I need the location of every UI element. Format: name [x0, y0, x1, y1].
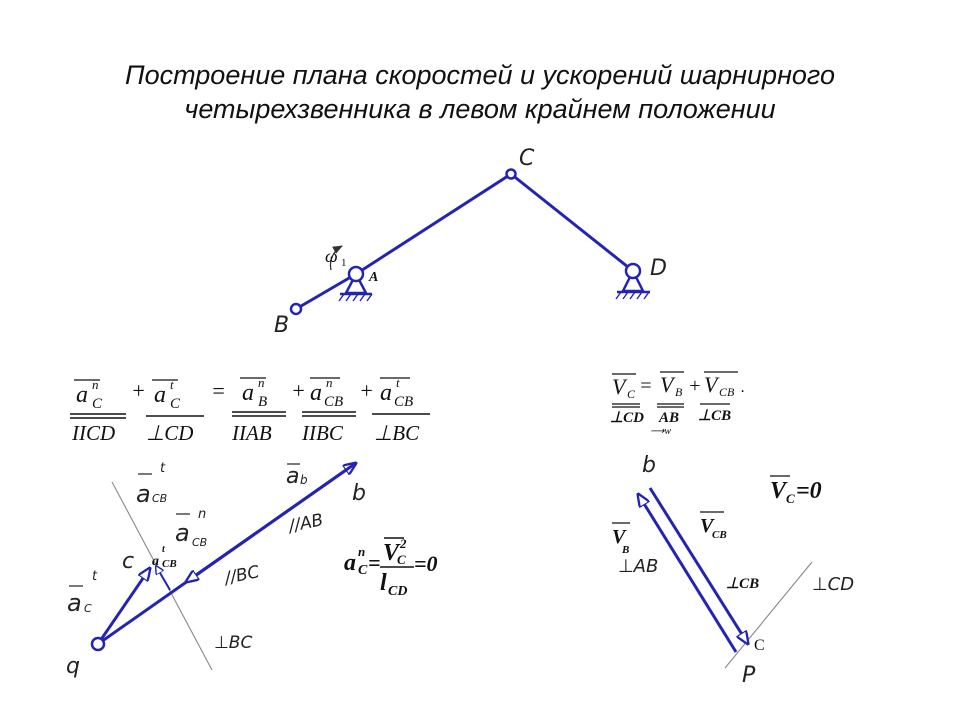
- joint-c: [507, 170, 516, 179]
- support-a: [339, 267, 372, 301]
- label-d: D: [650, 256, 667, 281]
- title-line-1: Построение плана скоростей и ускорений шарнирного: [125, 60, 835, 90]
- label-ac: a: [67, 589, 82, 617]
- velocity-equation: [610, 372, 745, 437]
- eq-plus2: +: [291, 378, 306, 403]
- label-perp-bc: ⊥BC: [214, 633, 253, 653]
- svg-text:V: V: [383, 540, 400, 566]
- label-perp-cd: ⊥CD: [812, 574, 855, 595]
- label-omega: ω: [325, 246, 338, 266]
- eq-a4-sub: CB: [324, 394, 344, 410]
- eq-a1-sub: C: [92, 396, 103, 412]
- svg-text:CD: CD: [388, 584, 408, 599]
- eq-a4: a: [310, 380, 322, 406]
- label-parallel-ab: //AB: [286, 510, 326, 537]
- eq-a1-sup: n: [92, 377, 99, 392]
- eq-a5: a: [380, 380, 392, 406]
- eq-a5-sub: CB: [394, 394, 414, 410]
- label-acn-sup: n: [198, 507, 207, 522]
- label-vb-sub: B: [622, 544, 630, 556]
- label-parallel-bc: //BC: [222, 562, 262, 589]
- title-line-2: четырехзвенника в левом крайнем положении: [184, 94, 776, 124]
- label-ab: a: [286, 464, 300, 489]
- label-c: C: [519, 146, 535, 171]
- link-ac: [356, 174, 511, 274]
- veq-eq: =: [639, 375, 653, 397]
- svg-text:=0: =0: [414, 551, 438, 576]
- formula-acn: [344, 536, 438, 599]
- label-perp-ab: ⊥AB: [618, 556, 659, 577]
- eq-a5-sup: t: [396, 375, 400, 390]
- support-d: [616, 264, 650, 299]
- velocity-plan: [612, 453, 854, 688]
- label-vcb: V: [700, 515, 714, 537]
- eq-a2-sup: t: [170, 377, 174, 392]
- accel-equation: [70, 375, 430, 445]
- eq-a1: a: [76, 382, 88, 408]
- eq-a3: a: [242, 380, 254, 406]
- eq-dir4: IIBC: [302, 421, 343, 445]
- eq-plus3: +: [359, 378, 374, 403]
- label-b-accel: b: [352, 481, 366, 506]
- eq-equals: =: [211, 378, 226, 403]
- eq-plus1: +: [131, 378, 146, 403]
- label-vc0-sub: C: [786, 491, 795, 506]
- svg-text:=: =: [368, 550, 381, 575]
- label-small-act-sub: CB: [162, 558, 177, 570]
- vector-ac: [98, 568, 150, 644]
- label-vc0-rhs: =0: [796, 478, 822, 504]
- eq-dir2: ⊥CD: [146, 421, 194, 445]
- svg-text:2: 2: [400, 536, 407, 551]
- label-q: q: [66, 654, 80, 679]
- label-c-accel: c: [122, 549, 135, 574]
- veq-vc-sub: C: [627, 387, 636, 401]
- label-ab-sub: b: [300, 473, 308, 487]
- svg-text:C: C: [358, 563, 368, 578]
- label-omega-sub: 1: [341, 257, 347, 269]
- svg-text:C: C: [397, 552, 406, 567]
- eq-a4-sup: n: [326, 375, 333, 390]
- eq-a2: a: [154, 382, 166, 408]
- eq-dir1: IICD: [72, 421, 116, 445]
- svg-text:n: n: [358, 544, 366, 559]
- label-b-vel: b: [642, 453, 656, 478]
- vector-vcb: [650, 488, 748, 644]
- label-p: P: [742, 663, 756, 688]
- label-vc0: V: [770, 478, 787, 504]
- label-small-act: a: [152, 554, 159, 569]
- eq-dir5: ⊥BC: [374, 421, 420, 445]
- veq-dot: .: [741, 379, 745, 396]
- eq-a3-sup: n: [258, 375, 265, 390]
- veq-dir1: ⊥CD: [610, 410, 644, 426]
- veq-vb-sub: B: [675, 385, 683, 399]
- label-c-vel: C: [754, 637, 765, 654]
- veq-plus: +: [688, 375, 702, 397]
- label-vcb-sub: CB: [712, 529, 727, 541]
- veq-vb: V: [660, 372, 674, 397]
- veq-vcb: V: [704, 372, 718, 397]
- label-acn: a: [175, 519, 190, 547]
- pole-q: [92, 638, 104, 650]
- veq-dir2-extra: ⟶w: [650, 426, 672, 437]
- veq-dir3: ⊥CB: [698, 408, 732, 424]
- label-small-act-sup: t: [162, 544, 165, 555]
- eq-dir3: IIAB: [232, 421, 272, 445]
- veq-vc: V: [612, 374, 626, 399]
- label-act: a: [136, 480, 151, 508]
- joint-b: [291, 304, 301, 314]
- label-ac-sup: t: [92, 569, 98, 584]
- eq-a2-sub: C: [170, 396, 181, 412]
- svg-text:a: a: [344, 550, 356, 576]
- veq-vcb-sub: CB: [719, 385, 735, 399]
- vector-acn: [186, 463, 356, 582]
- label-act-sub: CB: [152, 492, 168, 505]
- eq-a3-sub: B: [258, 394, 268, 410]
- label-vb: V: [612, 526, 626, 548]
- label-act-sup: t: [160, 461, 166, 476]
- link-cd: [511, 174, 633, 271]
- mechanism: [274, 146, 667, 338]
- veq-dir2: AB: [659, 410, 680, 426]
- accel-plan: [66, 461, 438, 679]
- label-ac-sub: C: [84, 602, 92, 615]
- label-perp-cb: ⊥CB: [726, 576, 760, 592]
- label-a: A: [369, 270, 379, 285]
- label-acn-sub: CB: [192, 536, 208, 549]
- label-b: B: [274, 313, 290, 338]
- svg-text:l: l: [380, 570, 387, 596]
